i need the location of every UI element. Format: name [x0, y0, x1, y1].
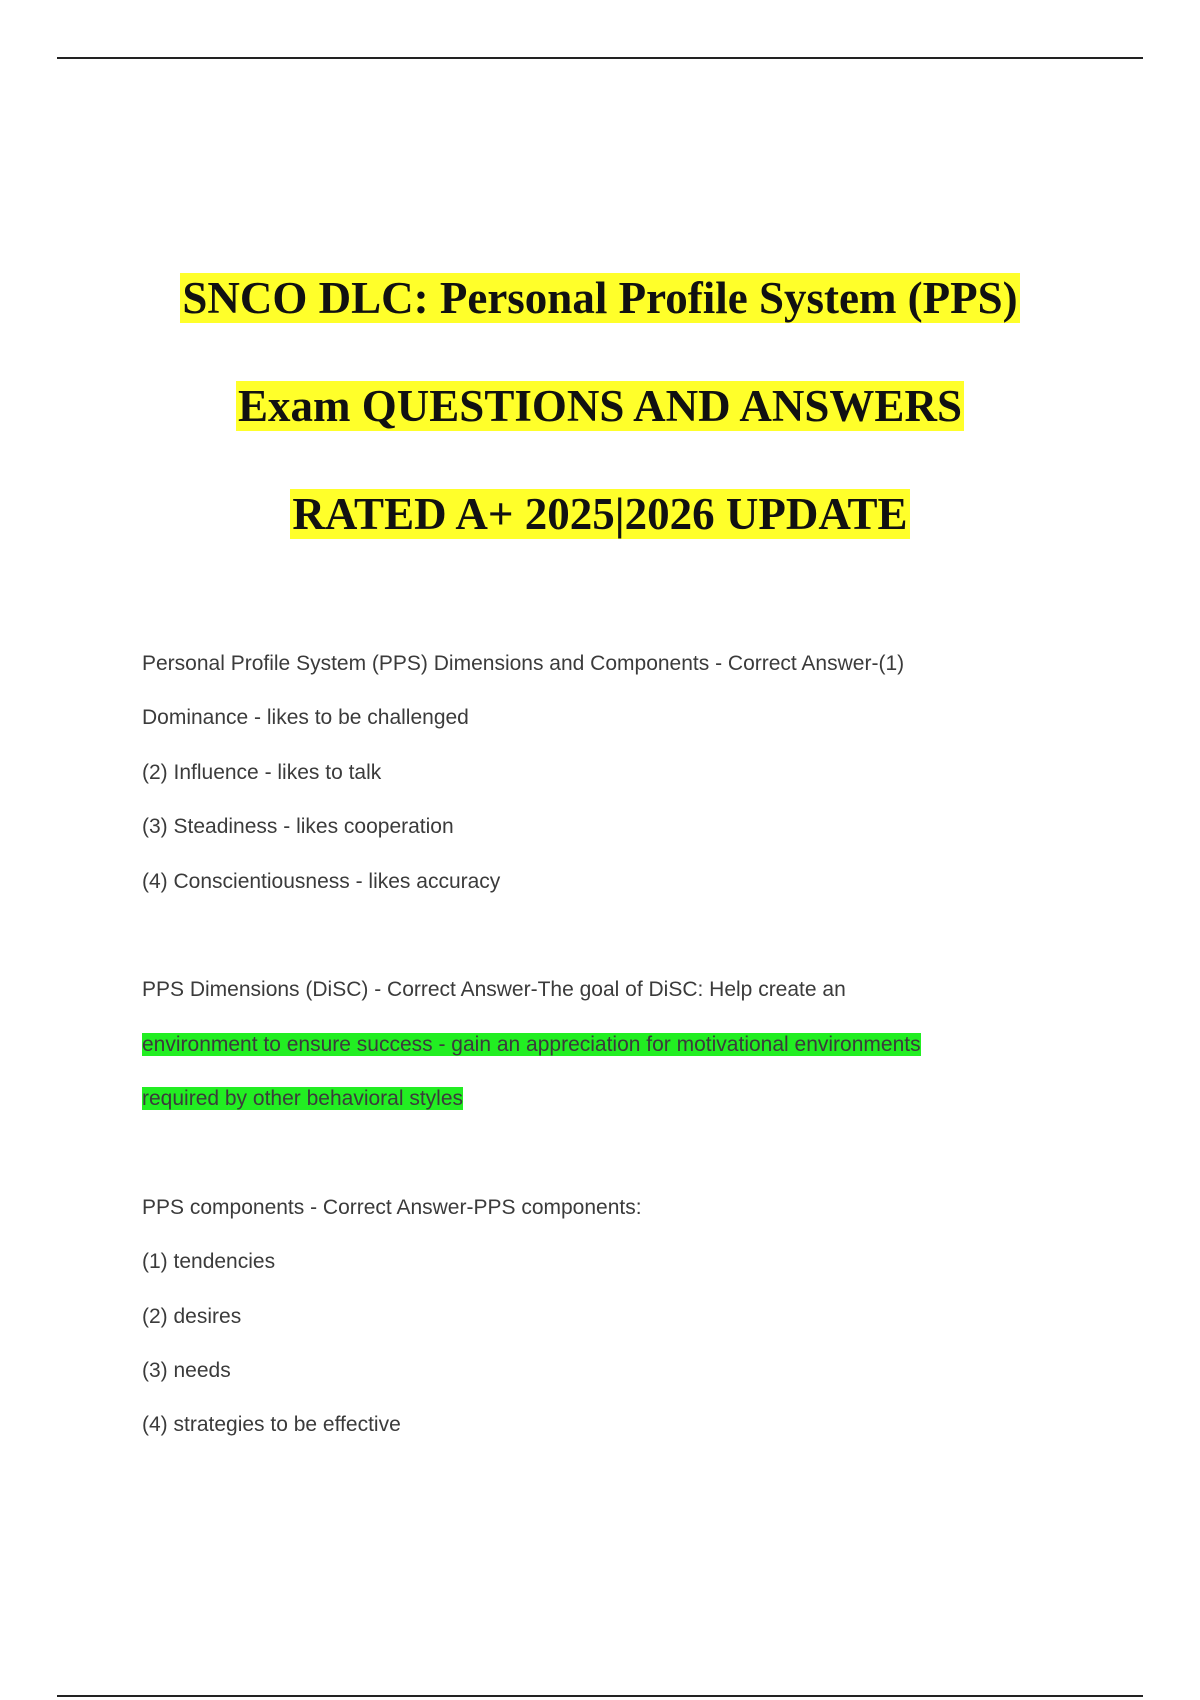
qa-question-line: PPS Dimensions (DiSC) - Correct Answer-The goal of DiSC: Help create an [142, 978, 846, 1002]
title-line-2: Exam QUESTIONS AND ANSWERS [238, 381, 962, 431]
qa-content [142, 645, 1062, 1461]
highlighted-answer-text: required by other behavioral styles [142, 1087, 464, 1111]
qa-item-pps-dimensions-disc [142, 971, 1062, 1134]
qa-answer-line: (1) tendencies [142, 1250, 276, 1274]
highlighted-answer-text: environment to ensure success - gain an appreciation for motivational environments [142, 1032, 921, 1056]
document-title [0, 262, 1200, 586]
qa-item-pps-dimensions-components [142, 645, 1062, 917]
qa-question-line: PPS components - Correct Answer-PPS components: [142, 1195, 642, 1219]
qa-answer-line: (4) strategies to be effective [142, 1413, 401, 1437]
qa-answer-line [142, 1026, 1062, 1080]
title-line-1: SNCO DLC: Personal Profile System (PPS) [182, 273, 1018, 323]
qa-item-pps-components [142, 1189, 1062, 1461]
qa-answer-line: (2) desires [142, 1304, 242, 1328]
title-line-3: RATED A+ 2025|2026 UPDATE [292, 489, 908, 539]
qa-answer-line: Dominance - likes to be challenged [142, 706, 469, 730]
qa-question-line: Personal Profile System (PPS) Dimensions and Components - Correct Answer-(1) [142, 652, 905, 675]
qa-answer-line: (3) Steadiness - likes cooperation [142, 815, 454, 839]
section-gap [142, 1135, 1062, 1189]
qa-answer-line [142, 1080, 1062, 1134]
bottom-rule [57, 1695, 1143, 1697]
qa-answer-line: (3) needs [142, 1359, 231, 1383]
qa-answer-line: (2) Influence - likes to talk [142, 760, 382, 784]
section-gap [142, 917, 1062, 971]
top-rule [57, 57, 1143, 59]
qa-answer-line: (4) Conscientiousness - likes accuracy [142, 869, 501, 893]
